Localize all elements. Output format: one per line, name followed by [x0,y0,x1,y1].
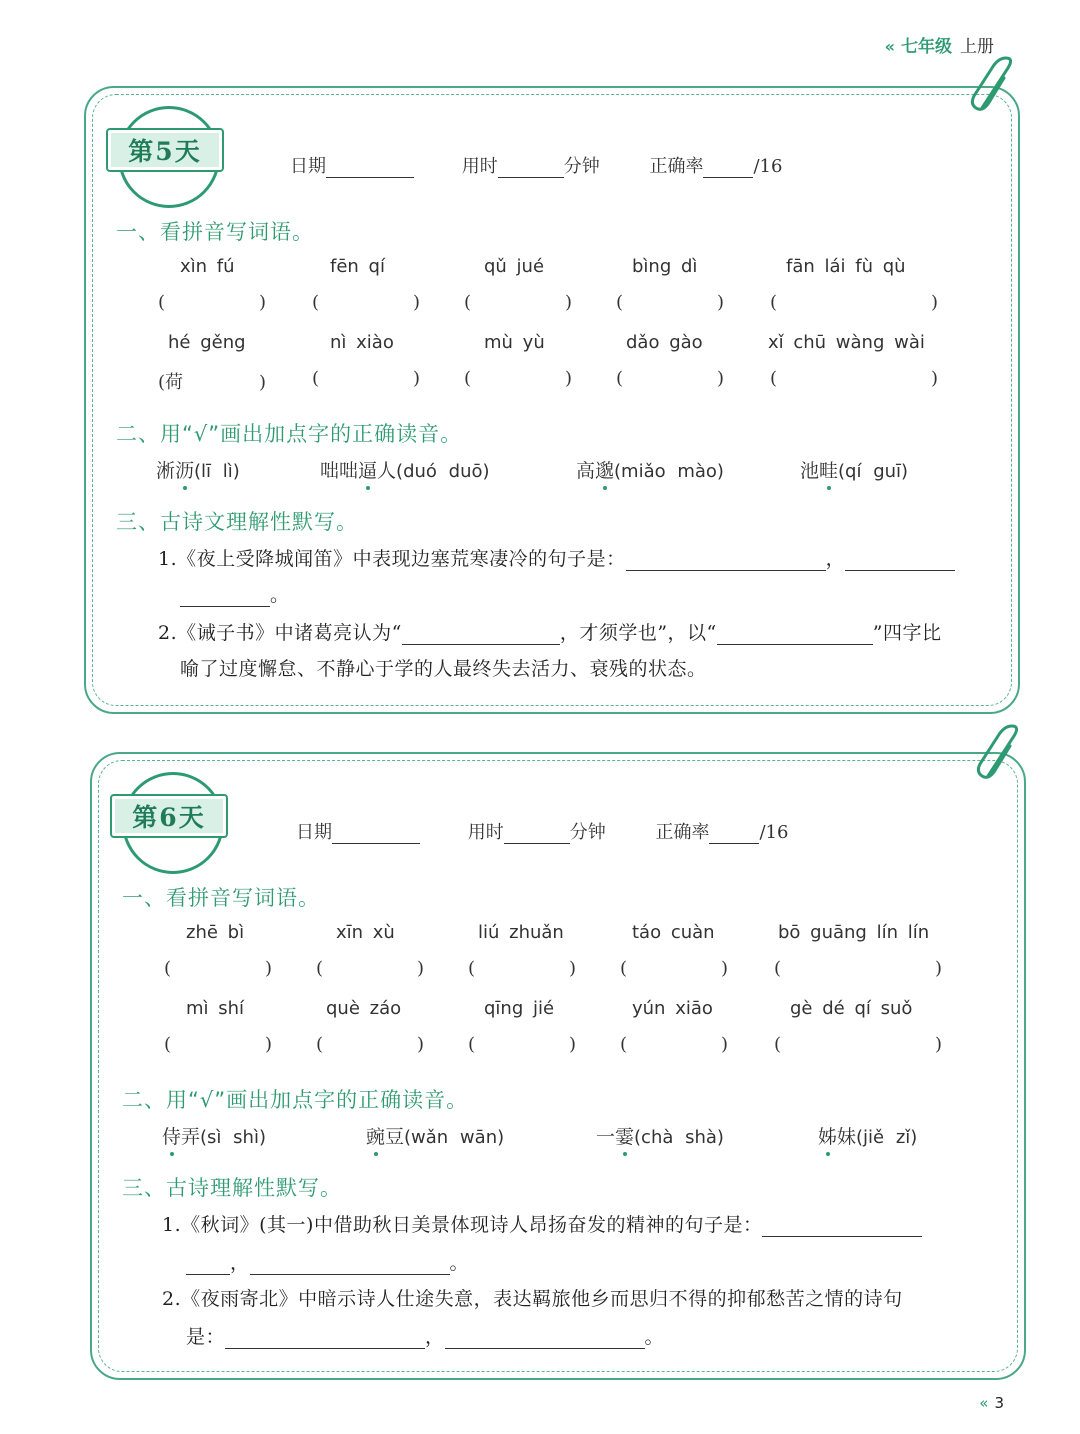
answer-blank[interactable] [626,550,826,571]
pinyin: táo cuàn [632,922,715,943]
reading-item[interactable]: 淅沥(lī lì) [156,456,240,483]
example-answer: 荷 [165,372,184,393]
date-field[interactable] [326,157,414,178]
total-label: /16 [759,822,789,843]
accuracy-field[interactable] [703,157,753,178]
answer-bracket[interactable]: ( ) [620,1034,729,1055]
answer-blank[interactable] [186,1254,230,1275]
pinyin: gè dé qí suǒ [790,998,913,1019]
answer-bracket[interactable]: ( ) [616,368,725,389]
answer-blank[interactable] [225,1328,425,1349]
accuracy-label: 正确率 [649,156,704,177]
answer-bracket[interactable]: ( ) [316,1034,425,1055]
reading-item[interactable]: 豌豆(wǎn wān) [366,1122,504,1149]
time-label: 用时 [461,156,498,177]
time-field[interactable] [504,823,570,844]
accuracy-field[interactable] [709,823,759,844]
paperclip-icon [974,724,1026,786]
pinyin: xìn fú [180,256,235,277]
answer-bracket[interactable]: ( ) [468,958,577,979]
day5-question2-cont: 喻了过度懈怠、不静心于学的人最终失去活力、衰残的状态。 [180,658,707,680]
reading-item[interactable]: 高邈(miǎo mào) [576,456,724,483]
day5-section3-title: 三、古诗文理解性默写。 [116,510,358,534]
day6-info-line [296,818,788,844]
reading-item[interactable]: 一霎(chà shà) [596,1122,724,1149]
pinyin: què záo [326,998,402,1019]
answer-bracket[interactable]: ( ) [316,958,425,979]
day5-info-line [290,152,782,178]
day6-section1-title: 一、看拼音写词语。 [122,886,320,910]
paperclip-icon [968,56,1020,118]
answer-bracket[interactable]: ( ) [616,292,725,313]
pinyin: nì xiào [330,332,394,353]
answer-blank[interactable] [717,624,873,645]
answer-bracket[interactable]: ( ) [464,292,573,313]
answer-blank[interactable] [445,1328,645,1349]
answer-bracket[interactable]: ( ) [620,958,729,979]
book-text: 上册 [960,37,994,57]
date-label: 日期 [290,156,326,177]
reading-item[interactable]: 姊妹(jiě zǐ) [818,1122,917,1149]
day6-section3-title: 三、古诗理解性默写。 [122,1176,342,1200]
pinyin: zhē bì [186,922,245,943]
pinyin: fān lái fù qù [786,256,906,277]
answer-blank[interactable] [402,624,560,645]
answer-bracket[interactable]: ( ) [164,1034,273,1055]
reading-item[interactable]: 侍弄(sì shì) [162,1122,266,1149]
answer-bracket[interactable]: ( ) [464,368,573,389]
answer-blank[interactable] [762,1216,922,1237]
pinyin: liú zhuǎn [478,922,564,943]
pinyin: fēn qí [330,256,385,277]
day5-section2-title: 二、用“√”画出加点字的正确读音。 [116,422,463,446]
day6-question1-cont: ， 。 [186,1248,469,1275]
pinyin: mù yù [484,332,545,353]
minutes-label: 分钟 [563,156,600,177]
accuracy-label: 正确率 [655,822,710,843]
reading-item[interactable]: 咄咄逼人(duó duō) [320,456,490,483]
pinyin: qǔ jué [484,256,545,277]
answer-bracket[interactable]: ( ) [770,292,939,313]
page-number [979,1394,1004,1412]
time-field[interactable] [498,157,564,178]
grade-text: 七年级 [901,37,952,57]
date-field[interactable] [332,823,420,844]
answer-bracket[interactable]: ( ) [312,292,421,313]
pinyin: mì shí [186,998,245,1019]
day6-badge-text: 第6天 [110,794,228,838]
answer-blank[interactable] [845,550,955,571]
grade-label [885,32,994,57]
minutes-label: 分钟 [569,822,606,843]
pinyin: yún xiāo [632,998,713,1019]
answer-blank[interactable] [180,586,270,607]
double-chevron-left-icon: « [979,1394,989,1412]
pinyin: dǎo gào [626,332,703,353]
answer-bracket[interactable]: ( ) [774,1034,943,1055]
answer-bracket[interactable]: ( ) [164,958,273,979]
day6-question2: 2.《夜雨寄北》中暗示诗人仕途失意，表达羁旅他乡而思归不得的抑郁愁苦之情的诗句 [162,1288,903,1310]
pinyin: xīn xù [336,922,395,943]
answer-bracket[interactable]: ( ) [468,1034,577,1055]
pinyin: qīng jié [484,998,555,1019]
date-label: 日期 [296,822,332,843]
total-label: /16 [753,156,783,177]
day6-question2-cont: 是： ， 。 [186,1326,665,1348]
page-number-text: 3 [994,1394,1004,1412]
day6-question1: 1.《秋词》(其一)中借助秋日美景体现诗人昂扬奋发的精神的句子是： [162,1210,922,1237]
pinyin: bìng dì [632,256,698,277]
answer-bracket[interactable]: ( ) [158,292,267,313]
day5-section1-title: 一、看拼音写词语。 [116,220,314,244]
time-label: 用时 [467,822,504,843]
pinyin: xǐ chū wàng wài [768,332,925,353]
double-chevron-left-icon: « [884,37,895,56]
answer-bracket[interactable]: ( ) [312,368,421,389]
day5-question2: 2.《诫子书》中诸葛亮认为“ ，才须学也”，以“ ”四字比 [158,622,942,644]
answer-bracket[interactable]: ( ) [774,958,943,979]
answer-blank[interactable] [250,1254,450,1275]
day6-section2-title: 二、用“√”画出加点字的正确读音。 [122,1088,469,1112]
pinyin: bō guāng lín lín [778,922,930,943]
answer-bracket[interactable]: ( ) [770,368,939,389]
day5-question1: 1.《夜上受降城闻笛》中表现边塞荒寒凄冷的句子是： ， [158,544,955,571]
day5-question1-cont: 。 [180,580,290,607]
day5-badge-text: 第5天 [106,128,224,172]
reading-item[interactable]: 池畦(qí guī) [800,456,908,483]
answer-bracket[interactable]: (荷 ) [158,372,267,393]
pinyin: hé gěng [168,332,246,353]
